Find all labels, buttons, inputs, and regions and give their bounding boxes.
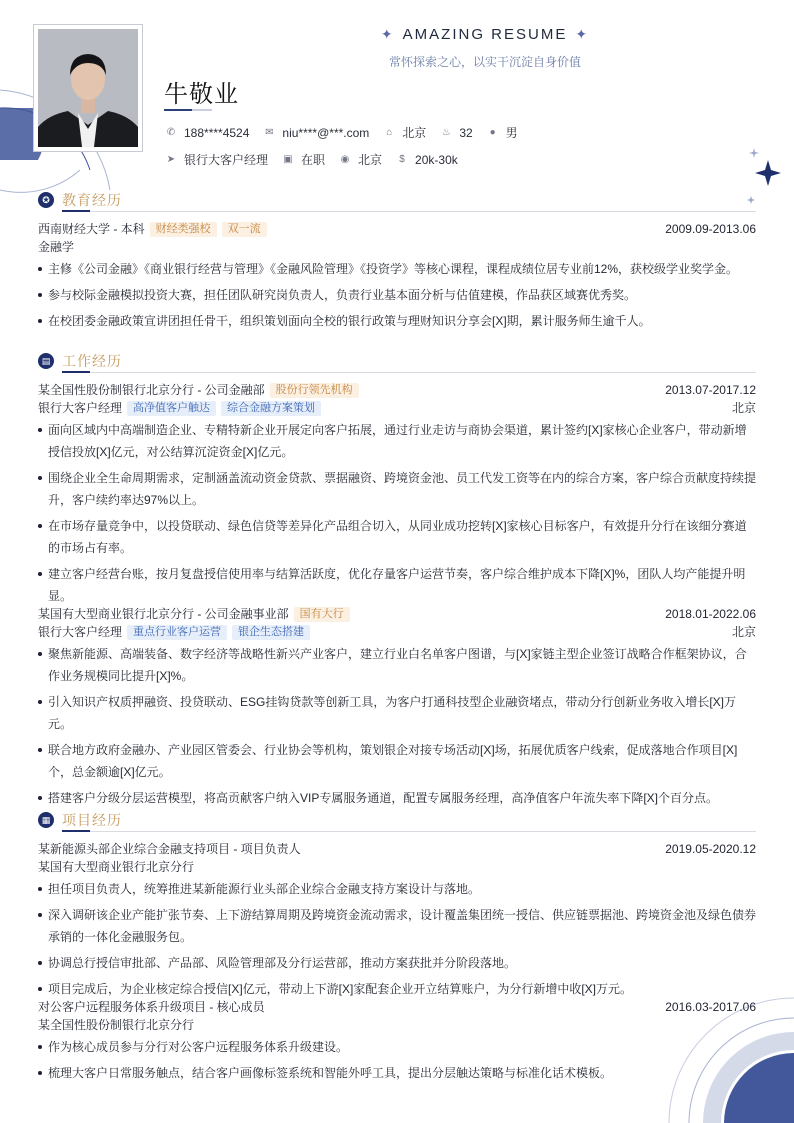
job-title: 银行大客户经理 [38, 401, 123, 415]
list-item: 深入调研该企业产能扩张节奏、上下游结算周期及跨境资金流动需求，设计覆盖集团统一授信、供应链票据池、跨境资金池及绿色债券承销的一体化金融服务包。 [38, 904, 756, 948]
section-title: 工作经历 [62, 353, 122, 369]
section-header [38, 351, 756, 375]
school-tag: 双一流 [222, 222, 267, 237]
work-section [38, 351, 756, 813]
list-item: 在市场存量竞争中，以投贷联动、绿色信贷等差异化产品组合切入，从同业成功挖转[X]家核心目标客户，有效提升分行在该细分赛道的市场占有率。 [38, 515, 756, 559]
list-item: 面向区域内中高端制造企业、专精特新企业开展定向客户拓展，通过行业走访与商协会渠道，累计签约[X]家核心企业客户，带动新增授信投放[X]亿元，对公结算沉淀资金[X]亿元。 [38, 419, 756, 463]
date-range: 2009.09-2013.06 [665, 222, 756, 236]
school-name: 西南财经大学 - 本科 [38, 222, 145, 236]
hometown-item: ⌂ 北京 [382, 124, 426, 141]
section-divider [62, 372, 756, 373]
role-tag: 综合金融方案策划 [221, 401, 321, 416]
company-tag: 股份行领先机构 [270, 383, 359, 398]
star-icon: ✦ [380, 26, 395, 42]
role-tag: 重点行业客户运营 [127, 625, 227, 640]
job-title: 银行大客户经理 [38, 625, 123, 639]
company-name: 某国有大型商业银行北京分行 - 公司金融事业部 [38, 607, 289, 621]
school-tag: 财经类强校 [150, 222, 217, 237]
date-range: 2019.05-2020.12 [665, 842, 756, 856]
work-city: 北京 [731, 401, 756, 415]
briefcase-icon: ▣ [283, 154, 293, 165]
job-intent-row [164, 151, 471, 168]
role-tag: 银企生态搭建 [232, 625, 310, 640]
list-item: 在校团委金融政策宣讲团担任骨干，组织策划面向全校的银行政策与理财知识分享会[X]期，累计服务师生逾千人。 [38, 310, 756, 332]
cake-icon: ♨ [441, 127, 451, 138]
avatar [38, 29, 138, 147]
mail-icon: ✉ [265, 127, 274, 138]
projects-section [38, 810, 756, 1088]
date-range: 2016.03-2017.06 [665, 1000, 756, 1014]
section-header [38, 810, 756, 834]
resume-banner-title [290, 26, 680, 43]
education-section [38, 190, 756, 336]
location-icon: ◉ [340, 154, 350, 165]
work-entry [38, 381, 756, 607]
list-item: 聚焦新能源、高端装备、数字经济等战略性新兴产业客户，建立行业白名单客户图谱，与[X]家链主型企业签订战略合作框架协议，合作业务规模同比提升[X]%。 [38, 643, 756, 687]
email-item: ✉ niu****@***.com [262, 126, 369, 140]
list-item: 围绕企业全生命周期需求，定制涵盖流动资金贷款、票据融资、跨境资金池、员工代发工资等在内的综合方案，客户综合贡献度持续提升，客户续约率达97%以上。 [38, 467, 756, 511]
candidate-name: 牛敬业 [164, 81, 239, 108]
date-range: 2018.01-2022.06 [665, 607, 756, 621]
list-item: 担任项目负责人，统筹推进某新能源行业头部企业综合金融支持方案设计与落地。 [38, 878, 756, 900]
section-title: 教育经历 [62, 192, 122, 208]
list-item: 主修《公司金融》《商业银行经营与管理》《金融风险管理》《投资学》等核心课程，课程成绩位居专业前12%，获校级学业奖学金。 [38, 258, 756, 280]
list-item: 建立客户经营台账，按月复盘授信使用率与结算活跃度，优化存量客户运营节奏，客户综合维护成本下降[X]%，团队人均产能提升明显。 [38, 563, 756, 607]
resume-banner-subtitle: 常怀探索之心，以实干沉淀自身价值 [388, 55, 581, 69]
list-item: 协调总行授信审批部、产品部、风险管理部及分行运营部，推动方案获批并分阶段落地。 [38, 952, 756, 974]
gender-item: ● 男 [486, 124, 518, 141]
project-org: 某全国性股份制银行北京分行 [38, 1018, 195, 1032]
gender-icon: ● [489, 127, 496, 138]
work-city: 北京 [731, 625, 756, 639]
role-tag: 高净值客户触达 [127, 401, 216, 416]
section-header [38, 190, 756, 214]
contact-info-row [164, 124, 531, 141]
date-range: 2013.07-2017.12 [665, 383, 756, 397]
banner-title-text: AMAZING RESUME [402, 26, 568, 43]
list-item: 搭建客户分级分层运营模型，将高贡献客户纳入VIP专属服务通道，配置专属服务经理，高净值客户年流失率下降[X]个百分点。 [38, 787, 756, 809]
name-underline [164, 109, 192, 111]
salary-item: $ 20k-30k [395, 153, 458, 167]
company-name: 某全国性股份制银行北京分行 - 公司金融部 [38, 383, 265, 397]
section-divider-accent [62, 371, 90, 373]
list-item: 参与校际金融模拟投资大赛，担任团队研究岗负责人，负责行业基本面分析与估值建模，作品获区域赛优秀奖。 [38, 284, 756, 306]
target-city-item: ◉ 北京 [338, 151, 382, 168]
list-item: 引入知识产权质押融资、投贷联动、ESG挂钩贷款等创新工具，为客户打通科技型企业融资堵点，带动分行创新业务收入增长[X]万元。 [38, 691, 756, 735]
project-name: 某新能源头部企业综合金融支持项目 - 项目负责人 [38, 842, 301, 856]
project-entry [38, 840, 756, 1000]
section-title: 项目经历 [62, 812, 122, 828]
graduation-cap-icon: ✪ [38, 192, 54, 208]
list-item: 项目完成后，为企业核定综合授信[X]亿元，带动上下游[X]家配套企业开立结算账户，为分行新增中收[X]万元。 [38, 978, 756, 1000]
list-item: 作为核心成员参与分行对公客户远程服务体系升级建设。 [38, 1036, 756, 1058]
star-icon: ✦ [575, 26, 590, 42]
phone-icon: ✆ [166, 127, 176, 138]
education-entry [38, 220, 756, 332]
project-entry [38, 998, 756, 1084]
section-divider-accent [62, 830, 90, 832]
company-tag: 国有大行 [294, 607, 350, 622]
home-icon: ⌂ [386, 127, 393, 138]
briefcase-icon: ▤ [38, 353, 54, 369]
list-item: 梳理大客户日常服务触点，结合客户画像标签系统和智能外呼工具，提出分层触达策略与标准化话术模板。 [38, 1062, 756, 1084]
profile-photo [33, 24, 143, 152]
send-icon: ➤ [166, 154, 176, 165]
salary-icon: $ [399, 154, 405, 165]
list-item: 联合地方政府金融办、产业园区管委会、行业协会等机构，策划银企对接专场活动[X]场，拓展优质客户线索，促成落地合作项目[X]个，总金额逾[X]亿元。 [38, 739, 756, 783]
target-position-item: ➤ 银行大客户经理 [164, 151, 268, 168]
grid-icon: ▦ [38, 812, 54, 828]
section-divider [62, 211, 756, 212]
section-divider-accent [62, 210, 90, 212]
name-underline-light [192, 109, 212, 111]
age-item: ♨ 32 [439, 126, 472, 140]
status-item: ▣ 在职 [281, 151, 325, 168]
project-org: 某国有大型商业银行北京分行 [38, 860, 195, 874]
major: 金融学 [38, 240, 75, 254]
project-name: 对公客户远程服务体系升级项目 - 核心成员 [38, 1000, 265, 1014]
work-entry [38, 605, 756, 809]
phone-item: ✆ 188****4524 [164, 126, 249, 140]
section-divider [62, 831, 756, 832]
